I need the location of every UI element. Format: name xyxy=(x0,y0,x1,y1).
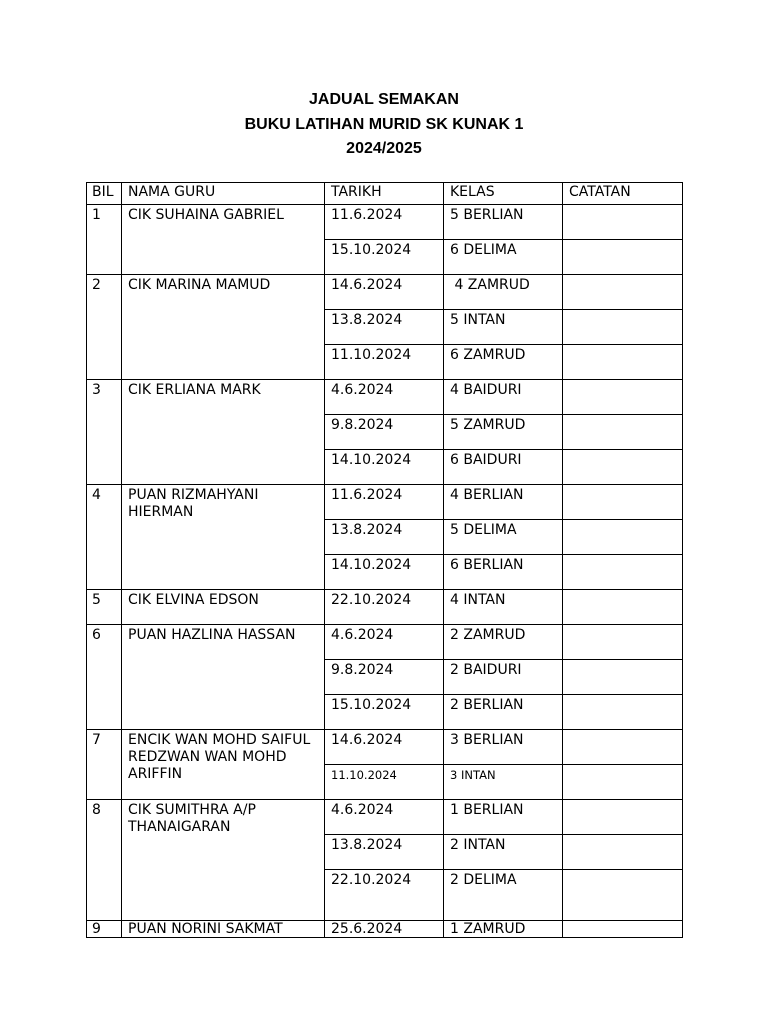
kelas-cell: 5 BERLIAN xyxy=(444,205,563,240)
kelas-cell: 4 ZAMRUD xyxy=(444,275,563,310)
kelas-cell: 6 DELIMA xyxy=(444,240,563,275)
header-tarikh: TARIKH xyxy=(325,183,444,205)
catatan-cell xyxy=(563,555,683,590)
bil-cell: 5 xyxy=(87,590,122,625)
bil-cell: 9 xyxy=(87,921,122,938)
kelas-cell: 6 BAIDURI xyxy=(444,450,563,485)
kelas-cell: 4 INTAN xyxy=(444,590,563,625)
bil-cell: 3 xyxy=(87,380,122,485)
header-kelas: KELAS xyxy=(444,183,563,205)
catatan-cell xyxy=(563,625,683,660)
tarikh-cell: 22.10.2024 xyxy=(325,870,444,921)
bil-cell: 2 xyxy=(87,275,122,380)
kelas-cell: 3 INTAN xyxy=(444,765,563,800)
bil-cell: 7 xyxy=(87,730,122,800)
kelas-cell: 6 BERLIAN xyxy=(444,555,563,590)
tarikh-cell: 13.8.2024 xyxy=(325,520,444,555)
bil-cell: 6 xyxy=(87,625,122,730)
bil-cell: 4 xyxy=(87,485,122,590)
catatan-cell xyxy=(563,415,683,450)
kelas-cell: 5 INTAN xyxy=(444,310,563,345)
guru-cell: CIK MARINA MAMUD xyxy=(122,275,325,380)
title-line-3: 2024/2025 xyxy=(346,140,422,157)
bil-cell: 1 xyxy=(87,205,122,275)
tarikh-cell: 15.10.2024 xyxy=(325,695,444,730)
header-nama-guru: NAMA GURU xyxy=(122,183,325,205)
catatan-cell xyxy=(563,310,683,345)
catatan-cell xyxy=(563,345,683,380)
kelas-cell: 5 DELIMA xyxy=(444,520,563,555)
table-row xyxy=(87,485,683,520)
kelas-cell: 2 DELIMA xyxy=(444,870,563,921)
tarikh-cell: 4.6.2024 xyxy=(325,625,444,660)
tarikh-cell: 13.8.2024 xyxy=(325,835,444,870)
kelas-cell: 6 ZAMRUD xyxy=(444,345,563,380)
catatan-cell xyxy=(563,240,683,275)
tarikh-cell: 13.8.2024 xyxy=(325,310,444,345)
kelas-cell: 2 BAIDURI xyxy=(444,660,563,695)
tarikh-cell: 25.6.2024 xyxy=(325,921,444,938)
guru-cell: ENCIK WAN MOHD SAIFUL REDZWAN WAN MOHD ARIFFIN xyxy=(122,730,325,800)
catatan-cell xyxy=(563,800,683,835)
table-row xyxy=(87,275,683,310)
title-line-2: BUKU LATIHAN MURID SK KUNAK 1 xyxy=(244,115,524,133)
kelas-cell: 5 ZAMRUD xyxy=(444,415,563,450)
document-title xyxy=(0,88,768,162)
guru-cell: CIK ELVINA EDSON xyxy=(122,590,325,625)
table-row xyxy=(87,625,683,660)
tarikh-cell: 11.10.2024 xyxy=(325,765,444,800)
catatan-cell xyxy=(563,870,683,921)
title-line-1: JADUAL SEMAKAN xyxy=(309,91,459,108)
guru-cell: CIK SUHAINA GABRIEL xyxy=(122,205,325,275)
table-row xyxy=(87,380,683,415)
kelas-cell: 3 BERLIAN xyxy=(444,730,563,765)
tarikh-cell: 4.6.2024 xyxy=(325,800,444,835)
kelas-cell: 4 BAIDURI xyxy=(444,380,563,415)
header-catatan: CATATAN xyxy=(563,183,683,205)
catatan-cell xyxy=(563,380,683,415)
guru-cell: CIK ERLIANA MARK xyxy=(122,380,325,485)
table-row xyxy=(87,921,683,938)
kelas-cell: 2 ZAMRUD xyxy=(444,625,563,660)
table-header-row xyxy=(87,183,683,205)
table-row xyxy=(87,730,683,765)
tarikh-cell: 14.6.2024 xyxy=(325,730,444,765)
catatan-cell xyxy=(563,921,683,938)
tarikh-cell: 22.10.2024 xyxy=(325,590,444,625)
catatan-cell xyxy=(563,450,683,485)
tarikh-cell: 14.10.2024 xyxy=(325,555,444,590)
kelas-cell: 2 INTAN xyxy=(444,835,563,870)
catatan-cell xyxy=(563,590,683,625)
tarikh-cell: 9.8.2024 xyxy=(325,415,444,450)
catatan-cell xyxy=(563,520,683,555)
tarikh-cell: 4.6.2024 xyxy=(325,380,444,415)
tarikh-cell: 11.6.2024 xyxy=(325,485,444,520)
catatan-cell xyxy=(563,660,683,695)
tarikh-cell: 11.6.2024 xyxy=(325,205,444,240)
header-bil: BIL xyxy=(87,183,122,205)
catatan-cell xyxy=(563,485,683,520)
catatan-cell xyxy=(563,835,683,870)
guru-cell: PUAN HAZLINA HASSAN xyxy=(122,625,325,730)
guru-cell: PUAN RIZMAHYANI HIERMAN xyxy=(122,485,325,590)
tarikh-cell: 14.10.2024 xyxy=(325,450,444,485)
catatan-cell xyxy=(563,275,683,310)
guru-cell: CIK SUMITHRA A/P THANAIGARAN xyxy=(122,800,325,921)
table-row xyxy=(87,590,683,625)
catatan-cell xyxy=(563,695,683,730)
kelas-cell: 1 ZAMRUD xyxy=(444,921,563,938)
guru-cell: PUAN NORINI SAKMAT xyxy=(122,921,325,938)
catatan-cell xyxy=(563,205,683,240)
bil-cell: 8 xyxy=(87,800,122,921)
catatan-cell xyxy=(563,765,683,800)
kelas-cell: 4 BERLIAN xyxy=(444,485,563,520)
tarikh-cell: 9.8.2024 xyxy=(325,660,444,695)
kelas-cell: 2 BERLIAN xyxy=(444,695,563,730)
tarikh-cell: 15.10.2024 xyxy=(325,240,444,275)
tarikh-cell: 11.10.2024 xyxy=(325,345,444,380)
kelas-cell: 1 BERLIAN xyxy=(444,800,563,835)
tarikh-cell: 14.6.2024 xyxy=(325,275,444,310)
table-row xyxy=(87,205,683,240)
schedule-table xyxy=(86,182,683,938)
table-row xyxy=(87,800,683,835)
catatan-cell xyxy=(563,730,683,765)
